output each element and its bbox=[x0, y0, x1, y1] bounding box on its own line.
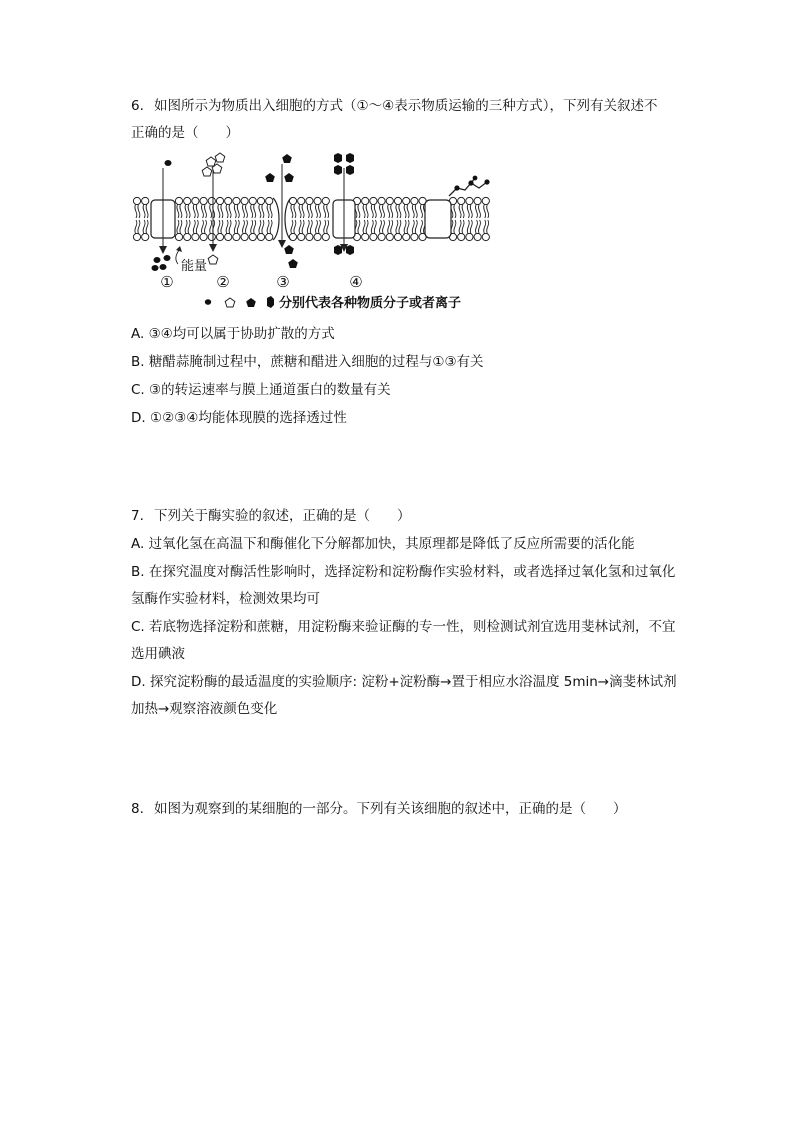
phospholipid-bottom bbox=[362, 220, 369, 241]
question-8 bbox=[131, 796, 706, 823]
phospholipid-top bbox=[184, 197, 191, 218]
phospholipid-bottom bbox=[208, 220, 215, 241]
stem-text: 如图为观察到的某细胞的一部分。下列有关该细胞的叙述中，正确的是（ ） bbox=[154, 801, 627, 817]
legend-molecule-1 bbox=[205, 299, 211, 305]
molecule-4 bbox=[334, 153, 342, 163]
question-6 bbox=[131, 93, 706, 147]
molecule-4 bbox=[346, 165, 354, 175]
molecule-1 bbox=[154, 257, 161, 263]
arrowhead bbox=[176, 246, 182, 252]
stem-text: 下列关于酶实验的叙述，正确的是（ ） bbox=[154, 508, 411, 524]
molecule-4 bbox=[334, 165, 342, 175]
phospholipid-top bbox=[306, 197, 313, 218]
phospholipid-bottom bbox=[403, 220, 410, 241]
phospholipid-top bbox=[225, 197, 232, 218]
molecule-4 bbox=[346, 153, 354, 163]
phospholipid-top bbox=[403, 197, 410, 218]
phospholipid-bottom bbox=[266, 220, 273, 241]
mode-label-1: ① bbox=[160, 273, 174, 291]
phospholipid-top bbox=[192, 197, 199, 218]
phospholipid-bottom bbox=[306, 220, 313, 241]
phospholipid-bottom bbox=[142, 220, 149, 241]
phospholipid-top bbox=[241, 197, 248, 218]
phospholipid-bottom bbox=[370, 220, 377, 241]
question-6-stem-line1 bbox=[131, 93, 706, 120]
question-6-options bbox=[131, 320, 711, 432]
membrane-protein bbox=[425, 200, 451, 238]
molecule-1 bbox=[152, 265, 159, 271]
arrowhead bbox=[278, 240, 286, 248]
molecule-2 bbox=[208, 255, 218, 264]
phospholipid-top bbox=[208, 197, 215, 218]
molecule-3 bbox=[284, 245, 294, 254]
molecule-4 bbox=[334, 245, 342, 255]
energy-arrow bbox=[176, 250, 179, 264]
option-c-cont: 选用碘液 bbox=[131, 646, 185, 662]
phospholipid-bottom bbox=[411, 220, 418, 241]
sugar-dot bbox=[484, 179, 489, 184]
molecule-1 bbox=[165, 160, 172, 166]
legend-molecule-3 bbox=[246, 298, 256, 307]
option-a[interactable]: A. ③④均可以属于协助扩散的方式 bbox=[131, 326, 335, 342]
question-7-options bbox=[131, 531, 711, 724]
option-d-cont: 加热→观察溶液颜色变化 bbox=[131, 701, 278, 717]
phospholipid-bottom bbox=[192, 220, 199, 241]
legend-molecule-4 bbox=[267, 296, 274, 308]
question-8-stem bbox=[131, 796, 706, 823]
phospholipid-top bbox=[266, 197, 273, 218]
phospholipid-top bbox=[257, 197, 264, 218]
phospholipid-bottom bbox=[466, 220, 473, 241]
phospholipid-top bbox=[370, 197, 377, 218]
phospholipid-top bbox=[466, 197, 473, 218]
phospholipid-bottom bbox=[474, 220, 481, 241]
molecule-3 bbox=[284, 173, 294, 182]
phospholipid-top bbox=[249, 197, 256, 218]
phospholipid-top bbox=[482, 197, 489, 218]
energy-label: 能量 bbox=[181, 259, 208, 274]
phospholipid-top bbox=[386, 197, 393, 218]
phospholipid-bottom bbox=[133, 220, 140, 241]
legend-molecule-2 bbox=[225, 298, 235, 307]
phospholipid-bottom bbox=[216, 220, 223, 241]
phospholipid-bottom bbox=[394, 220, 401, 241]
phospholipid-bottom bbox=[322, 220, 329, 241]
phospholipid-bottom bbox=[289, 220, 296, 241]
option-d[interactable]: D. 探究淀粉酶的最适温度的实验顺序: 淀粉+淀粉酶→置于相应水浴温度 5min→滴斐林试剂 bbox=[131, 673, 677, 690]
molecule-3 bbox=[282, 154, 292, 163]
question-7 bbox=[131, 503, 706, 530]
phospholipid-bottom bbox=[184, 220, 191, 241]
question-number: 8. bbox=[131, 801, 144, 817]
option-b-cont: 氢酶作实验材料，检测效果均可 bbox=[131, 591, 320, 607]
option-a[interactable]: A. 过氧化氢在高温下和酶催化下分解都加快，其原理都是降低了反应所需要的活化能 bbox=[131, 536, 635, 552]
molecule-1 bbox=[164, 255, 171, 261]
phospholipid-bottom bbox=[225, 220, 232, 241]
phospholipid-top bbox=[175, 197, 182, 218]
phospholipid-bottom bbox=[233, 220, 240, 241]
phospholipid-top bbox=[458, 197, 465, 218]
question-number: 7. bbox=[131, 508, 144, 524]
phospholipid-bottom bbox=[458, 220, 465, 241]
phospholipid-bottom bbox=[175, 220, 182, 241]
question-6-stem-line2: 正确的是（ ） bbox=[131, 125, 239, 141]
phospholipid-bottom bbox=[257, 220, 264, 241]
arrowhead bbox=[159, 246, 167, 254]
phospholipid-bottom bbox=[298, 220, 305, 241]
membrane-transport-diagram bbox=[131, 150, 511, 318]
phospholipid-top bbox=[298, 197, 305, 218]
legend-text: 分别代表各种物质分子或者离子 bbox=[279, 296, 462, 311]
phospholipid-bottom bbox=[386, 220, 393, 241]
molecule-3 bbox=[265, 173, 275, 182]
phospholipid-top bbox=[142, 197, 149, 218]
question-number: 6. bbox=[131, 98, 144, 114]
phospholipid-top bbox=[133, 197, 140, 218]
phospholipid-top bbox=[314, 197, 321, 218]
question-7-stem bbox=[131, 503, 706, 530]
sugar-dot bbox=[473, 176, 478, 181]
mode-label-2: ② bbox=[216, 273, 230, 291]
molecule-2 bbox=[215, 153, 225, 162]
molecule-2 bbox=[206, 157, 216, 166]
option-c[interactable]: C. ③的转运速率与膜上通道蛋白的数量有关 bbox=[131, 382, 391, 398]
phospholipid-bottom bbox=[314, 220, 321, 241]
molecule-3 bbox=[288, 259, 298, 268]
stem-text: 如图所示为物质出入细胞的方式（①～④表示物质运输的三种方式），下列有关叙述不 bbox=[154, 98, 658, 114]
phospholipid-top bbox=[322, 197, 329, 218]
phospholipid-top bbox=[474, 197, 481, 218]
option-b[interactable]: B. 糖醋蒜腌制过程中，蔗糖和醋进入细胞的过程与①③有关 bbox=[131, 354, 484, 370]
phospholipid-top bbox=[394, 197, 401, 218]
phospholipid-bottom bbox=[378, 220, 385, 241]
phospholipid-bottom bbox=[200, 220, 207, 241]
option-d[interactable]: D. ①②③④均能体现膜的选择透过性 bbox=[131, 410, 347, 426]
phospholipid-bottom bbox=[249, 220, 256, 241]
phospholipid-top bbox=[200, 197, 207, 218]
phospholipid-bottom bbox=[482, 220, 489, 241]
phospholipid-bottom bbox=[241, 220, 248, 241]
option-c[interactable]: C. 若底物选择淀粉和蔗糖，用淀粉酶来验证酶的专一性，则检测试剂宜选用斐林试剂，不宜 bbox=[131, 618, 676, 635]
sugar-dot bbox=[468, 180, 473, 185]
sugar-dot bbox=[454, 185, 459, 190]
phospholipid-top bbox=[233, 197, 240, 218]
molecule-1 bbox=[160, 264, 167, 270]
option-b[interactable]: B. 在探究温度对酶活性影响时，选择淀粉和淀粉酶作实验材料，或者选择过氧化氢和过氧化 bbox=[131, 563, 676, 580]
phospholipid-top bbox=[411, 197, 418, 218]
phospholipid-top bbox=[289, 197, 296, 218]
molecule-2 bbox=[202, 167, 212, 176]
mode-label-3: ③ bbox=[276, 273, 290, 291]
mode-label-4: ④ bbox=[349, 273, 363, 291]
phospholipid-top bbox=[362, 197, 369, 218]
molecule-4 bbox=[346, 245, 354, 255]
arrowhead bbox=[209, 244, 217, 252]
phospholipid-top bbox=[216, 197, 223, 218]
phospholipid-top bbox=[378, 197, 385, 218]
